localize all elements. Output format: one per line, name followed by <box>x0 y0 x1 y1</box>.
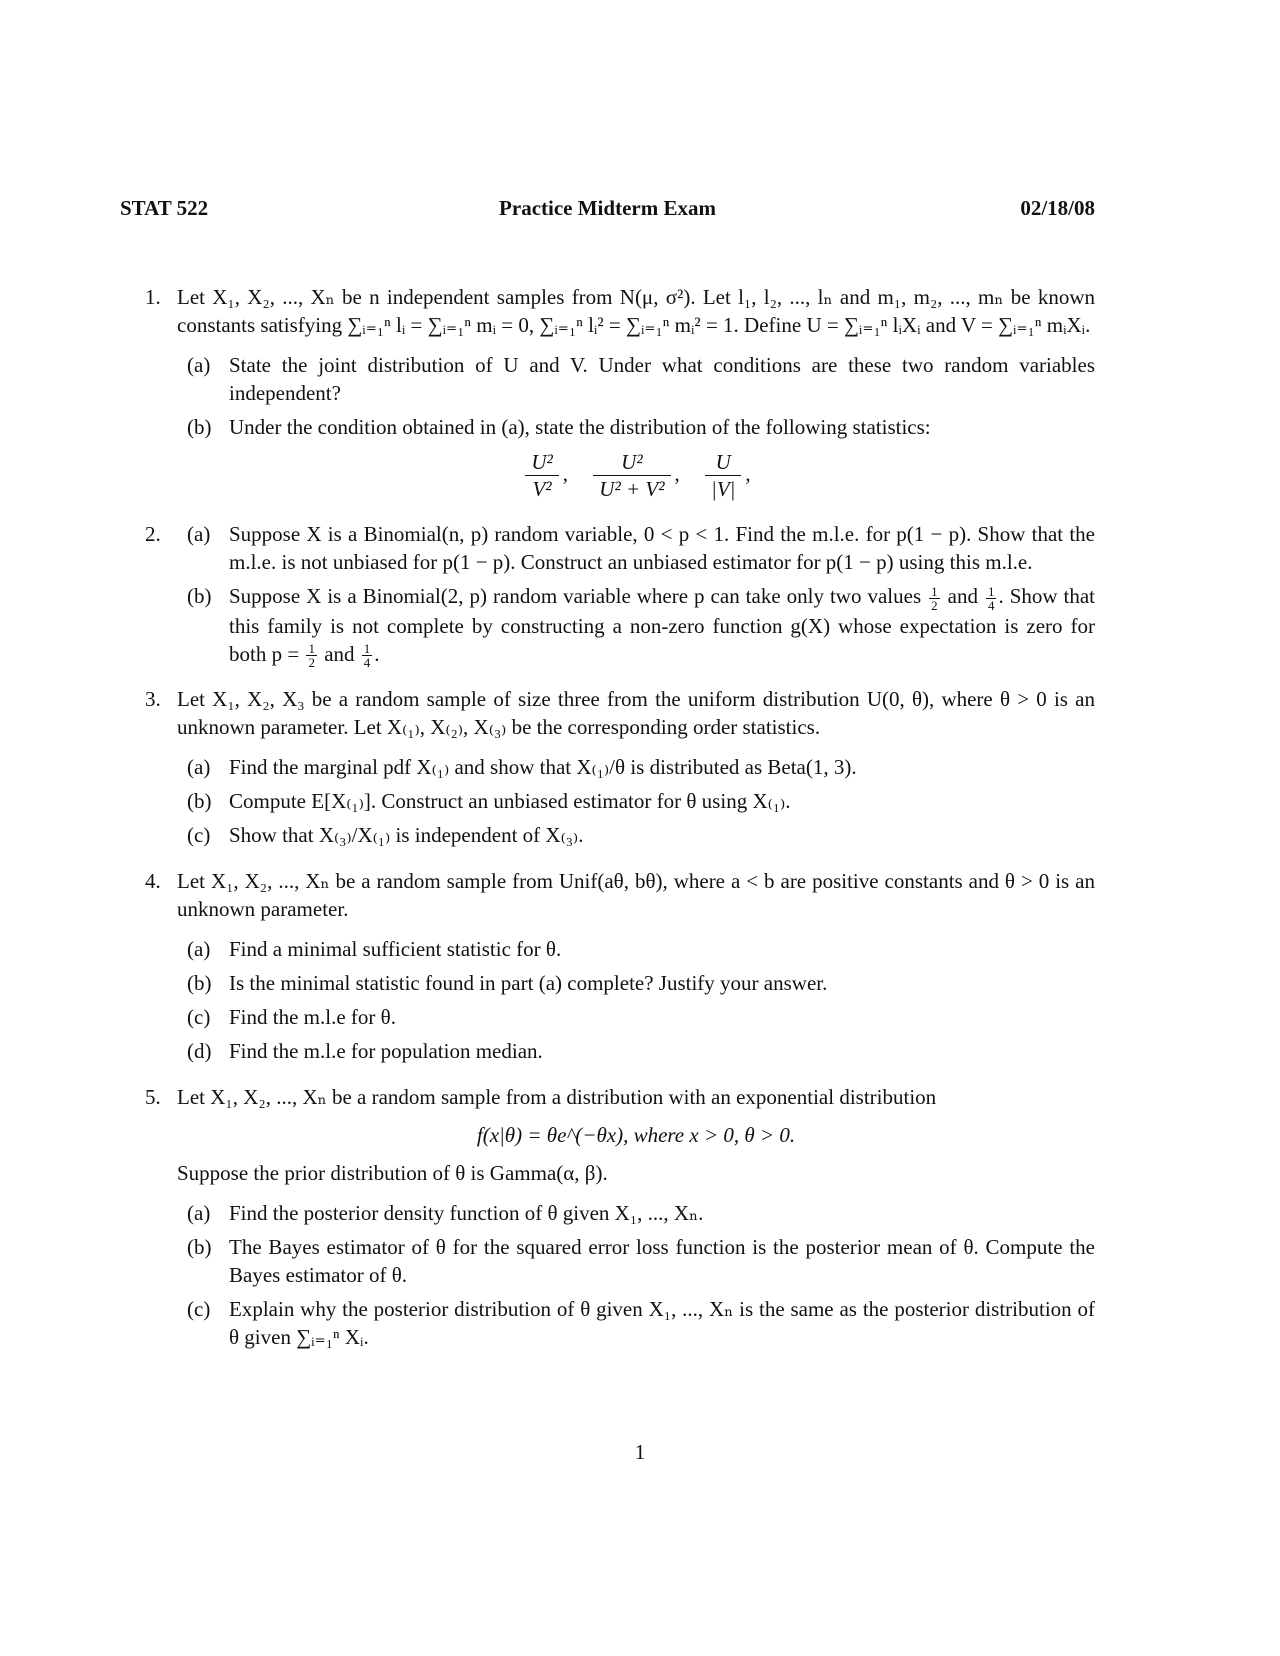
question-3 <box>145 685 1095 849</box>
question-text: Let X₁, X₂, ..., Xₙ be n independent samples from N(μ, σ²). Let l₁, l₂, ..., lₙ and m₁, m₂, ..., mₙ be known constants satisfying ∑ᵢ₌₁ⁿ lᵢ = ∑ᵢ₌₁ⁿ mᵢ = 0, ∑ᵢ₌₁ⁿ lᵢ² = ∑ᵢ₌₁ⁿ mᵢ² = 1. Define U = ∑ᵢ₌₁ⁿ lᵢXᵢ and V = ∑ᵢ₌₁ⁿ mᵢXᵢ. <box>177 285 1095 337</box>
question-text: Let X₁, X₂, ..., Xₙ be a random sample from a distribution with an exponential distribution <box>177 1085 937 1110</box>
part-text: Find the m.l.e for population median. <box>229 1039 543 1064</box>
question-4 <box>145 867 1095 1065</box>
statistics-display: $\frac{\text{U²}}{\text{V²}}$ , $\frac{\text{U²}}{\text{U² + V²}}$ , $\frac{U}{|V|}$ , <box>177 449 1095 502</box>
fraction-u-over-absv: $\frac{U}{|V|}$ <box>705 449 741 502</box>
part-label: (c) <box>187 823 211 848</box>
part-label: (a) <box>187 1201 211 1226</box>
question-parts <box>177 351 1095 441</box>
question-number: 5. <box>145 1085 161 1110</box>
fraction-u2-over-v2: $\frac{\text{U²}}{\text{V²}}$ <box>525 449 558 502</box>
question-part <box>187 1295 1095 1351</box>
question-text: Let X₁, X₂, ..., Xₙ be a random sample from Unif(aθ, bθ), where a < b are positive constants and θ > 0 is an unknown parameter. <box>177 869 1095 922</box>
fraction-one-half: $\frac{1}{2}$ <box>931 583 938 613</box>
part-label: (d) <box>187 1039 212 1064</box>
question-5 <box>145 1083 1095 1351</box>
question-2 <box>145 520 1095 669</box>
part-text-end: . <box>374 641 380 666</box>
part-text: Find the marginal pdf X₍₁₎ and show that X₍₁₎/θ is distributed as Beta(1, 3). <box>229 755 857 780</box>
density-formula: f(x|θ) = θe^(−θx), where x > 0, θ > 0. <box>476 1123 796 1148</box>
part-text: State the joint distribution of U and V. Under what conditions are these two random variables independent? <box>229 353 1095 405</box>
question-part <box>187 753 1095 781</box>
part-label: (a) <box>187 937 211 962</box>
question-part <box>187 821 1095 849</box>
part-text: Compute E[X₍₁₎]. Construct an unbiased estimator for θ using X₍₁₎. <box>229 789 791 814</box>
question-part <box>187 1003 1095 1031</box>
question-number: 1. <box>145 285 161 309</box>
exam-body <box>145 283 1095 1357</box>
question-1 <box>145 283 1095 502</box>
part-text: Is the minimal statistic found in part (a) complete? Justify your answer. <box>229 971 828 996</box>
part-label: (b) <box>187 971 212 996</box>
part-text-and: and <box>947 584 978 608</box>
question-part <box>187 1199 1095 1227</box>
part-text: Suppose X is a Binomial(n, p) random variable, 0 < p < 1. Find the m.l.e. for p(1 − p). Show that the m.l.e. is not unbiased for p(1 − p). Construct an unbiased estimator for p(1 − p) using this m.l.e. <box>229 522 1095 574</box>
part-label: (a) <box>187 353 211 377</box>
part-label: (c) <box>187 1005 211 1030</box>
question-parts <box>177 753 1095 849</box>
question-part <box>187 1233 1095 1289</box>
part-text-and: and <box>324 641 355 666</box>
part-text: Find a minimal sufficient statistic for θ. <box>229 937 562 962</box>
question-part <box>187 351 1095 407</box>
part-text: Find the m.l.e for θ. <box>229 1005 396 1030</box>
fraction-one-quarter: $\frac{1}{4}$ <box>987 583 995 613</box>
part-text-pre: Suppose X is a Binomial(2, p) random variable where p can take only two values <box>229 584 922 608</box>
part-label: (b) <box>187 415 212 439</box>
question-parts <box>177 520 1095 669</box>
part-text: Find the posterior density function of θ given X₁, ..., Xₙ. <box>229 1201 704 1226</box>
question-parts <box>177 1199 1095 1351</box>
question-parts <box>177 935 1095 1065</box>
fraction-one-quarter: $\frac{1}{4}$ <box>363 641 371 671</box>
question-part <box>187 582 1095 669</box>
question-part <box>187 787 1095 815</box>
page-header <box>120 196 1095 226</box>
question-part <box>187 413 1095 441</box>
question-number: 4. <box>145 869 161 894</box>
fraction-one-half: $\frac{1}{2}$ <box>308 641 315 671</box>
part-text: Explain why the posterior distribution of θ given X₁, ..., Xₙ is the same as the posterior distribution of θ given ∑ᵢ₌₁ⁿ Xᵢ. <box>229 1297 1095 1350</box>
exam-title: Practice Midterm Exam <box>499 196 716 220</box>
question-number: 3. <box>145 687 161 712</box>
part-label: (c) <box>187 1297 211 1322</box>
question-text-prior: Suppose the prior distribution of θ is Gamma(α, β). <box>177 1161 608 1186</box>
question-part <box>187 935 1095 963</box>
part-text-mid: . Show that this family is not complete by constructing a non-zero function g(X) whose expectation is zero for both p = <box>229 584 1096 666</box>
part-label: (b) <box>187 1235 212 1260</box>
part-text: Show that X₍₃₎/X₍₁₎ is independent of X₍₃₎. <box>229 823 584 848</box>
question-part <box>187 969 1095 997</box>
part-text: Under the condition obtained in (a), state the distribution of the following statistics: <box>229 415 931 439</box>
part-label: (a) <box>187 522 211 546</box>
exam-date: 02/18/08 <box>1020 196 1095 220</box>
part-label: (b) <box>187 584 212 608</box>
page-number: 1 <box>634 1440 646 1464</box>
question-part <box>187 520 1095 576</box>
question-text: Let X₁, X₂, X₃ be a random sample of size three from the uniform distribution U(0, θ), where θ > 0 is an unknown parameter. Let X₍₁₎, X₍₂₎, X₍₃₎ be the corresponding order statistics. <box>177 687 1095 740</box>
course-code: STAT 522 <box>120 196 209 220</box>
question-number: 2. <box>145 522 161 546</box>
question-part <box>187 1037 1095 1065</box>
fraction-u2-over-sum: $\frac{\text{U²}}{\text{U² + V²}}$ <box>593 449 670 502</box>
part-text: The Bayes estimator of θ for the squared error loss function is the posterior mean of θ. Compute the Bayes estimator of θ. <box>229 1235 1095 1288</box>
part-label: (b) <box>187 789 212 814</box>
part-label: (a) <box>187 755 211 780</box>
